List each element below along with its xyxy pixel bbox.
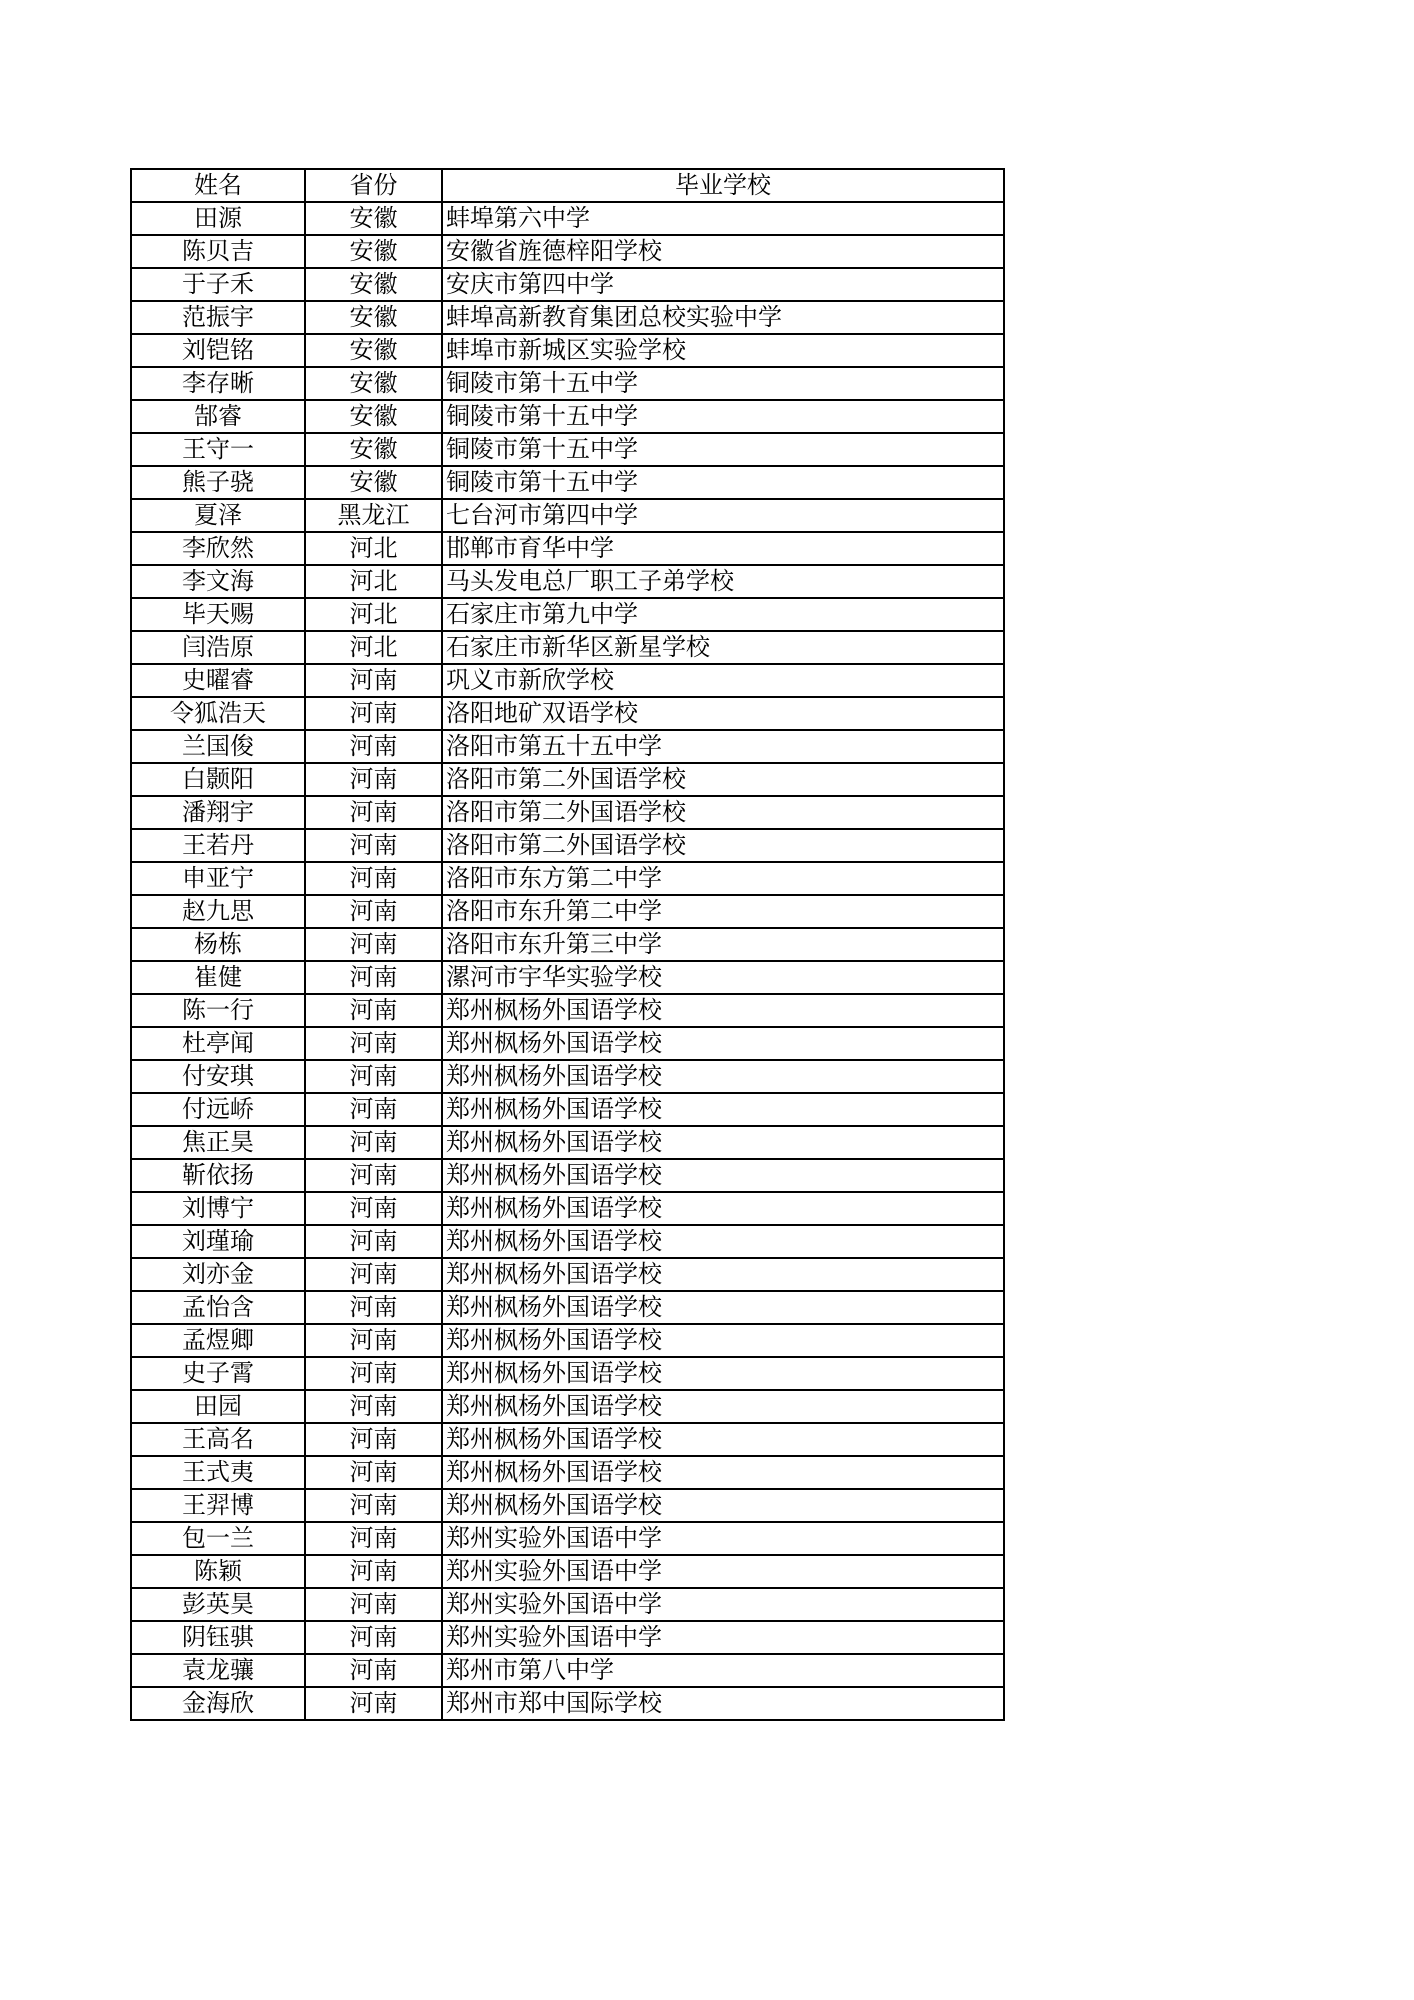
school-cell: 洛阳市东方第二中学 bbox=[442, 862, 1004, 895]
school-cell: 马头发电总厂职工子弟学校 bbox=[442, 565, 1004, 598]
table-row bbox=[131, 796, 1004, 829]
school-cell: 郑州枫杨外国语学校 bbox=[442, 1423, 1004, 1456]
school-cell: 郑州市第八中学 bbox=[442, 1654, 1004, 1687]
table-row bbox=[131, 235, 1004, 268]
school-cell: 郑州枫杨外国语学校 bbox=[442, 1027, 1004, 1060]
province-cell: 安徽 bbox=[305, 466, 442, 499]
student-name-cell: 范振宇 bbox=[131, 301, 305, 334]
province-cell: 河南 bbox=[305, 1225, 442, 1258]
table-row bbox=[131, 730, 1004, 763]
table-row bbox=[131, 1555, 1004, 1588]
school-cell: 安徽省旌德梓阳学校 bbox=[442, 235, 1004, 268]
school-cell: 郑州实验外国语中学 bbox=[442, 1588, 1004, 1621]
school-cell: 郑州枫杨外国语学校 bbox=[442, 1060, 1004, 1093]
student-name-cell: 刘亦金 bbox=[131, 1258, 305, 1291]
table-row bbox=[131, 1324, 1004, 1357]
province-cell: 河南 bbox=[305, 961, 442, 994]
student-name-cell: 彭英昊 bbox=[131, 1588, 305, 1621]
student-name-cell: 刘博宁 bbox=[131, 1192, 305, 1225]
table-row bbox=[131, 1192, 1004, 1225]
school-cell: 铜陵市第十五中学 bbox=[442, 433, 1004, 466]
province-cell: 河南 bbox=[305, 1555, 442, 1588]
student-name-cell: 陈颖 bbox=[131, 1555, 305, 1588]
table-row bbox=[131, 1390, 1004, 1423]
student-name-cell: 杜亭闻 bbox=[131, 1027, 305, 1060]
table-row bbox=[131, 565, 1004, 598]
school-cell: 郑州枫杨外国语学校 bbox=[442, 1456, 1004, 1489]
student-name-cell: 金海欣 bbox=[131, 1687, 305, 1720]
province-cell: 河南 bbox=[305, 1357, 442, 1390]
table-row bbox=[131, 334, 1004, 367]
school-cell: 洛阳市第二外国语学校 bbox=[442, 829, 1004, 862]
province-cell: 河南 bbox=[305, 1060, 442, 1093]
student-name-cell: 包一兰 bbox=[131, 1522, 305, 1555]
student-name-cell: 于子禾 bbox=[131, 268, 305, 301]
school-cell: 洛阳地矿双语学校 bbox=[442, 697, 1004, 730]
province-cell: 河北 bbox=[305, 565, 442, 598]
table-row bbox=[131, 763, 1004, 796]
table-row bbox=[131, 301, 1004, 334]
student-name-cell: 王若丹 bbox=[131, 829, 305, 862]
school-cell: 蚌埠高新教育集团总校实验中学 bbox=[442, 301, 1004, 334]
student-name-cell: 令狐浩天 bbox=[131, 697, 305, 730]
school-cell: 郑州枫杨外国语学校 bbox=[442, 1192, 1004, 1225]
student-name-cell: 王羿博 bbox=[131, 1489, 305, 1522]
province-cell: 河南 bbox=[305, 1390, 442, 1423]
student-name-cell: 史子霄 bbox=[131, 1357, 305, 1390]
province-cell: 河南 bbox=[305, 994, 442, 1027]
student-roster-table bbox=[130, 168, 1005, 1721]
table-header bbox=[131, 169, 1004, 202]
province-cell: 河南 bbox=[305, 928, 442, 961]
table-row bbox=[131, 1522, 1004, 1555]
province-cell: 安徽 bbox=[305, 334, 442, 367]
school-cell: 郑州枫杨外国语学校 bbox=[442, 1291, 1004, 1324]
province-cell: 河北 bbox=[305, 631, 442, 664]
student-name-cell: 刘瑾瑜 bbox=[131, 1225, 305, 1258]
province-cell: 河南 bbox=[305, 730, 442, 763]
student-name-cell: 夏泽 bbox=[131, 499, 305, 532]
school-cell: 铜陵市第十五中学 bbox=[442, 367, 1004, 400]
province-cell: 河南 bbox=[305, 1687, 442, 1720]
student-name-cell: 李文海 bbox=[131, 565, 305, 598]
table-row bbox=[131, 928, 1004, 961]
student-name-cell: 赵九思 bbox=[131, 895, 305, 928]
school-cell: 郑州枫杨外国语学校 bbox=[442, 1489, 1004, 1522]
school-cell: 石家庄市第九中学 bbox=[442, 598, 1004, 631]
student-name-cell: 崔健 bbox=[131, 961, 305, 994]
school-cell: 郑州枫杨外国语学校 bbox=[442, 1357, 1004, 1390]
table-row bbox=[131, 1060, 1004, 1093]
province-cell: 河南 bbox=[305, 1027, 442, 1060]
school-cell: 郑州枫杨外国语学校 bbox=[442, 1324, 1004, 1357]
student-name-cell: 王高名 bbox=[131, 1423, 305, 1456]
table-row bbox=[131, 1126, 1004, 1159]
school-cell: 安庆市第四中学 bbox=[442, 268, 1004, 301]
table-row bbox=[131, 862, 1004, 895]
student-name-cell: 杨栋 bbox=[131, 928, 305, 961]
header-row bbox=[131, 169, 1004, 202]
school-cell: 蚌埠第六中学 bbox=[442, 202, 1004, 235]
school-cell: 漯河市宇华实验学校 bbox=[442, 961, 1004, 994]
province-cell: 河南 bbox=[305, 1258, 442, 1291]
table-row bbox=[131, 664, 1004, 697]
school-cell: 郑州枫杨外国语学校 bbox=[442, 1390, 1004, 1423]
school-cell: 郑州实验外国语中学 bbox=[442, 1555, 1004, 1588]
table-row bbox=[131, 400, 1004, 433]
table-row bbox=[131, 1489, 1004, 1522]
province-cell: 河南 bbox=[305, 1489, 442, 1522]
table-row bbox=[131, 433, 1004, 466]
province-cell: 河北 bbox=[305, 598, 442, 631]
school-cell: 七台河市第四中学 bbox=[442, 499, 1004, 532]
province-cell: 河南 bbox=[305, 796, 442, 829]
table-row bbox=[131, 1687, 1004, 1720]
student-name-cell: 李欣然 bbox=[131, 532, 305, 565]
province-cell: 河南 bbox=[305, 1159, 442, 1192]
province-cell: 河南 bbox=[305, 1588, 442, 1621]
province-cell: 安徽 bbox=[305, 202, 442, 235]
table-row bbox=[131, 598, 1004, 631]
school-cell: 郑州枫杨外国语学校 bbox=[442, 1093, 1004, 1126]
province-cell: 安徽 bbox=[305, 400, 442, 433]
province-cell: 河南 bbox=[305, 1324, 442, 1357]
province-cell: 河南 bbox=[305, 862, 442, 895]
student-name-cell: 田园 bbox=[131, 1390, 305, 1423]
table-row bbox=[131, 994, 1004, 1027]
table-row bbox=[131, 1423, 1004, 1456]
table-row bbox=[131, 1225, 1004, 1258]
student-name-cell: 毕天赐 bbox=[131, 598, 305, 631]
student-name-cell: 靳依扬 bbox=[131, 1159, 305, 1192]
province-cell: 河南 bbox=[305, 1192, 442, 1225]
table-row bbox=[131, 697, 1004, 730]
school-cell: 洛阳市东升第三中学 bbox=[442, 928, 1004, 961]
student-name-cell: 孟煜卿 bbox=[131, 1324, 305, 1357]
school-cell: 石家庄市新华区新星学校 bbox=[442, 631, 1004, 664]
province-cell: 黑龙江 bbox=[305, 499, 442, 532]
student-name-cell: 史曜睿 bbox=[131, 664, 305, 697]
student-name-cell: 兰国俊 bbox=[131, 730, 305, 763]
table-row bbox=[131, 1258, 1004, 1291]
school-cell: 铜陵市第十五中学 bbox=[442, 400, 1004, 433]
student-name-cell: 焦正昊 bbox=[131, 1126, 305, 1159]
table-row bbox=[131, 268, 1004, 301]
table-row bbox=[131, 1456, 1004, 1489]
table-row bbox=[131, 1357, 1004, 1390]
province-cell: 河南 bbox=[305, 1423, 442, 1456]
school-cell: 郑州枫杨外国语学校 bbox=[442, 994, 1004, 1027]
school-cell: 郑州实验外国语中学 bbox=[442, 1522, 1004, 1555]
student-name-cell: 陈一行 bbox=[131, 994, 305, 1027]
table-row bbox=[131, 1093, 1004, 1126]
student-name-cell: 阴钰骐 bbox=[131, 1621, 305, 1654]
student-name-cell: 王守一 bbox=[131, 433, 305, 466]
province-cell: 河南 bbox=[305, 1621, 442, 1654]
table-row bbox=[131, 499, 1004, 532]
table-row bbox=[131, 1621, 1004, 1654]
table-row bbox=[131, 1291, 1004, 1324]
table-row bbox=[131, 1588, 1004, 1621]
student-name-cell: 潘翔宇 bbox=[131, 796, 305, 829]
province-cell: 河南 bbox=[305, 1456, 442, 1489]
school-cell: 巩义市新欣学校 bbox=[442, 664, 1004, 697]
table-row bbox=[131, 466, 1004, 499]
province-cell: 河南 bbox=[305, 1291, 442, 1324]
student-name-cell: 付安琪 bbox=[131, 1060, 305, 1093]
table-row bbox=[131, 1159, 1004, 1192]
student-name-cell: 孟怡含 bbox=[131, 1291, 305, 1324]
table-row bbox=[131, 895, 1004, 928]
student-name-cell: 郜睿 bbox=[131, 400, 305, 433]
student-name-cell: 申亚宁 bbox=[131, 862, 305, 895]
province-cell: 河南 bbox=[305, 829, 442, 862]
student-name-cell: 刘铠铭 bbox=[131, 334, 305, 367]
table-row bbox=[131, 367, 1004, 400]
student-name-cell: 李存晰 bbox=[131, 367, 305, 400]
province-cell: 安徽 bbox=[305, 235, 442, 268]
province-cell: 河南 bbox=[305, 1654, 442, 1687]
province-cell: 安徽 bbox=[305, 367, 442, 400]
student-name-cell: 白颢阳 bbox=[131, 763, 305, 796]
province-cell: 河北 bbox=[305, 532, 442, 565]
table-row bbox=[131, 631, 1004, 664]
student-name-cell: 王式夷 bbox=[131, 1456, 305, 1489]
student-name-cell: 付远峤 bbox=[131, 1093, 305, 1126]
province-cell: 河南 bbox=[305, 1126, 442, 1159]
table-row bbox=[131, 202, 1004, 235]
school-cell: 郑州枫杨外国语学校 bbox=[442, 1225, 1004, 1258]
table-row bbox=[131, 961, 1004, 994]
school-cell: 邯郸市育华中学 bbox=[442, 532, 1004, 565]
table-body bbox=[131, 202, 1004, 1720]
province-cell: 河南 bbox=[305, 664, 442, 697]
school-cell: 郑州实验外国语中学 bbox=[442, 1621, 1004, 1654]
school-cell: 铜陵市第十五中学 bbox=[442, 466, 1004, 499]
school-cell: 洛阳市第五十五中学 bbox=[442, 730, 1004, 763]
table-row bbox=[131, 829, 1004, 862]
school-cell: 洛阳市东升第二中学 bbox=[442, 895, 1004, 928]
student-name-cell: 田源 bbox=[131, 202, 305, 235]
student-name-cell: 闫浩原 bbox=[131, 631, 305, 664]
student-name-cell: 陈贝吉 bbox=[131, 235, 305, 268]
table-row bbox=[131, 532, 1004, 565]
school-cell: 郑州枫杨外国语学校 bbox=[442, 1258, 1004, 1291]
header-school: 毕业学校 bbox=[442, 169, 1004, 202]
school-cell: 蚌埠市新城区实验学校 bbox=[442, 334, 1004, 367]
school-cell: 洛阳市第二外国语学校 bbox=[442, 763, 1004, 796]
school-cell: 郑州枫杨外国语学校 bbox=[442, 1126, 1004, 1159]
header-province: 省份 bbox=[305, 169, 442, 202]
province-cell: 安徽 bbox=[305, 301, 442, 334]
province-cell: 河南 bbox=[305, 1522, 442, 1555]
province-cell: 河南 bbox=[305, 763, 442, 796]
province-cell: 安徽 bbox=[305, 268, 442, 301]
province-cell: 河南 bbox=[305, 895, 442, 928]
header-name: 姓名 bbox=[131, 169, 305, 202]
table-row bbox=[131, 1654, 1004, 1687]
province-cell: 河南 bbox=[305, 1093, 442, 1126]
student-name-cell: 袁龙骧 bbox=[131, 1654, 305, 1687]
school-cell: 洛阳市第二外国语学校 bbox=[442, 796, 1004, 829]
province-cell: 安徽 bbox=[305, 433, 442, 466]
student-name-cell: 熊子骁 bbox=[131, 466, 305, 499]
table-row bbox=[131, 1027, 1004, 1060]
school-cell: 郑州市郑中国际学校 bbox=[442, 1687, 1004, 1720]
school-cell: 郑州枫杨外国语学校 bbox=[442, 1159, 1004, 1192]
province-cell: 河南 bbox=[305, 697, 442, 730]
